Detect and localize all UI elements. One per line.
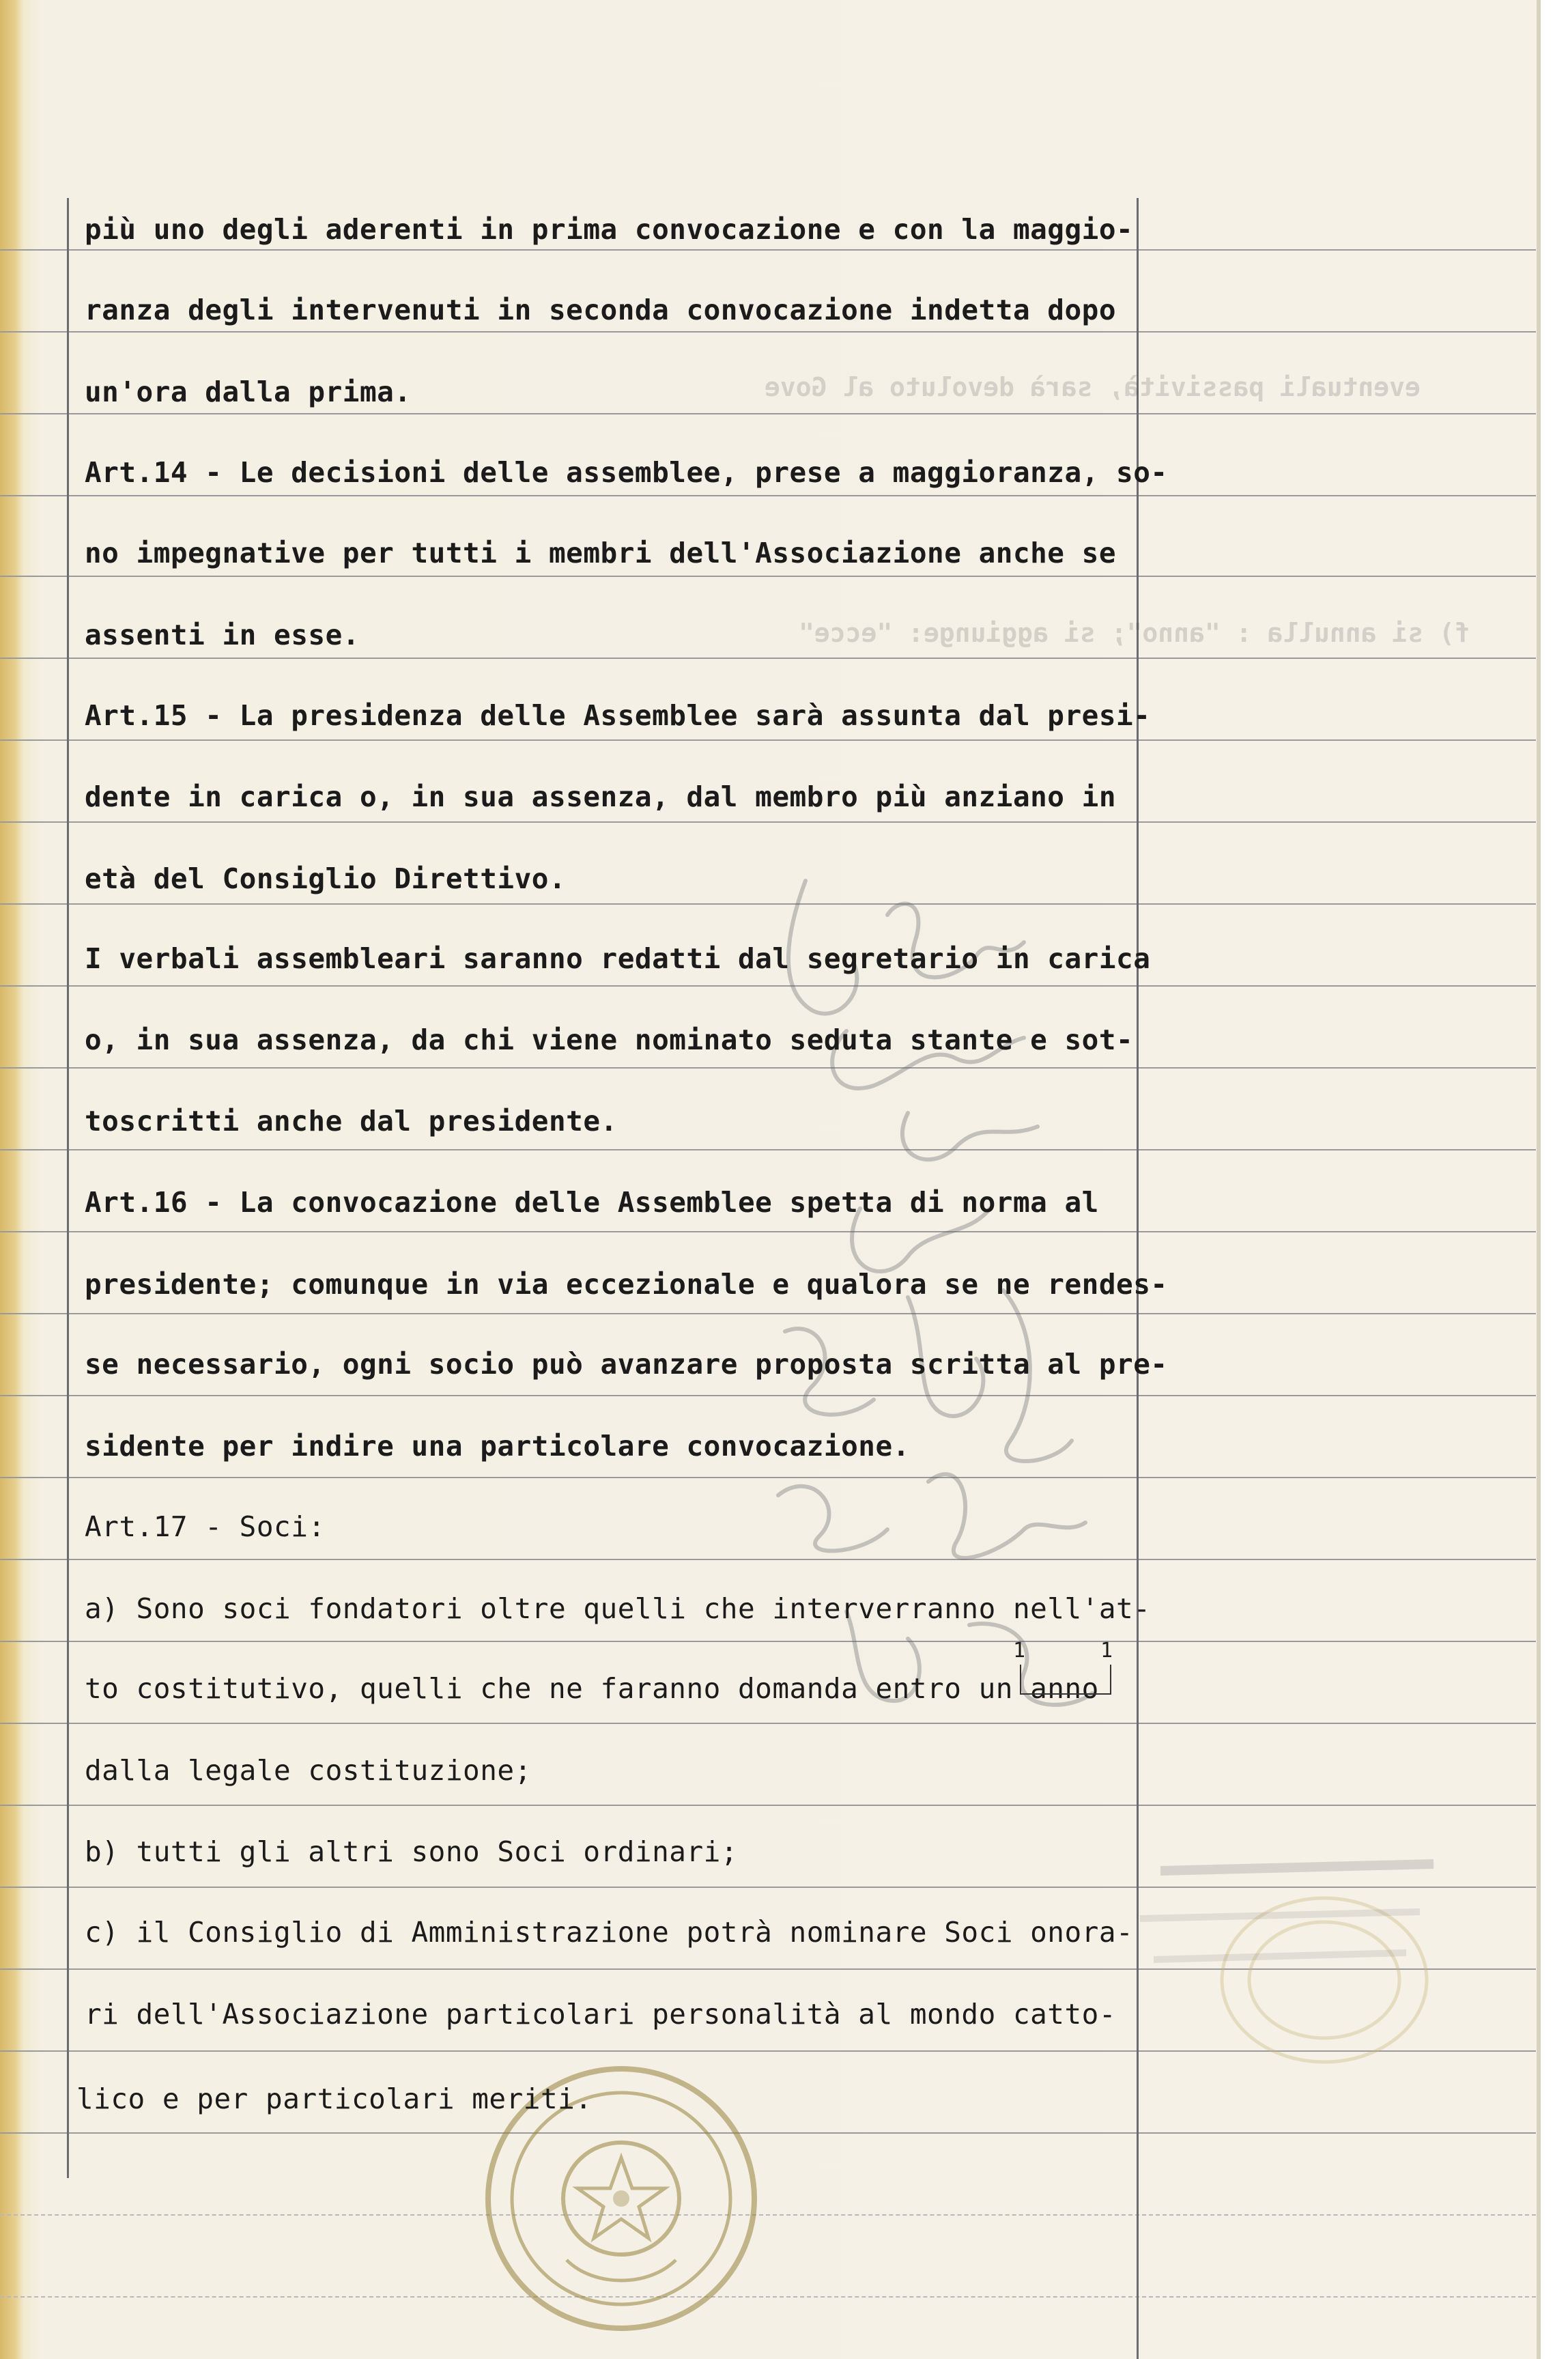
bleed-through-text: f) si annulla : "anno"; si aggiunge: "ecce" bbox=[799, 618, 1470, 648]
bleed-through-text: eventuali passività, sarà devoluto al Gove bbox=[765, 372, 1421, 402]
rule bbox=[0, 249, 1536, 251]
article-16-line-3: se necessario, ogni socio può avanzare proposta scritta al pre- bbox=[85, 1348, 1168, 1381]
article-17-line-c1: c) il Consiglio di Amministrazione potrà nominare Soci onora- bbox=[85, 1916, 1134, 1949]
article-16-line-1: Art.16 - La convocazione delle Assemblee spetta di norma al bbox=[85, 1186, 1099, 1219]
rule bbox=[0, 658, 1536, 659]
article-17-line-a3: dalla legale costituzione; bbox=[85, 1754, 532, 1787]
article-17-line-c2: ri dell'Associazione particolari personalità al mondo catto- bbox=[85, 1998, 1117, 2031]
article-17-heading: Art.17 - Soci: bbox=[85, 1510, 326, 1543]
rule bbox=[0, 495, 1536, 496]
faint-certification-stamp bbox=[1133, 1844, 1447, 2069]
article-16-line-2: presidente; comunque in via eccezionale e qualora se ne rendes- bbox=[85, 1268, 1168, 1301]
article-14-line-2: no impegnative per tutti i membri dell'Associazione anche se bbox=[85, 537, 1117, 569]
article-15-line-1: Art.15 - La presidenza delle Assemblee sarà assunta dal presi- bbox=[85, 699, 1151, 732]
text-line-2: ranza degli intervenuti in seconda convocazione indetta dopo bbox=[85, 294, 1117, 326]
rule bbox=[0, 413, 1536, 414]
rule bbox=[0, 576, 1536, 577]
rule bbox=[0, 331, 1536, 333]
article-14-line-1: Art.14 - Le decisioni delle assemblee, prese a maggioranza, so- bbox=[85, 456, 1168, 489]
article-17-line-a1: a) Sono soci fondatori oltre quelli che interverranno nell'at- bbox=[85, 1592, 1151, 1625]
page-edge bbox=[1541, 0, 1568, 2359]
article-15-line-6: toscritti anche dal presidente. bbox=[85, 1105, 618, 1138]
article-17-line-c3: lico e per particolari meriti. bbox=[76, 2082, 593, 2115]
insertion-bracket bbox=[1020, 1665, 1111, 1695]
text-line-3: un'ora dalla prima. bbox=[85, 376, 412, 408]
text-line-1: più uno degli aderenti in prima convocazione e con la maggio- bbox=[85, 213, 1134, 246]
insertion-mark: 1 bbox=[1100, 1639, 1113, 1663]
binding-edge bbox=[0, 0, 23, 2359]
article-15-line-5: o, in sua assenza, da chi viene nominato seduta stante e sot- bbox=[85, 1023, 1134, 1056]
article-15-line-2: dente in carica o, in sua assenza, dal membro più anziano in bbox=[85, 780, 1117, 813]
article-16-line-4: sidente per indire una particolare convocazione. bbox=[85, 1430, 910, 1463]
article-15-line-4: I verbali assembleari saranno redatti dal segretario in carica bbox=[85, 942, 1151, 975]
rule bbox=[0, 821, 1536, 823]
insertion-mark: 1 bbox=[1013, 1639, 1026, 1663]
article-17-line-a2: to costitutivo, quelli che ne faranno domanda entro un anno bbox=[85, 1672, 1099, 1705]
article-17-line-b: b) tutti gli altri sono Soci ordinari; bbox=[85, 1835, 738, 1868]
article-15-line-3: età del Consiglio Direttivo. bbox=[85, 862, 567, 895]
left-margin-line bbox=[67, 198, 69, 2178]
rule bbox=[0, 739, 1536, 741]
article-14-line-3: assenti in esse. bbox=[85, 619, 360, 651]
